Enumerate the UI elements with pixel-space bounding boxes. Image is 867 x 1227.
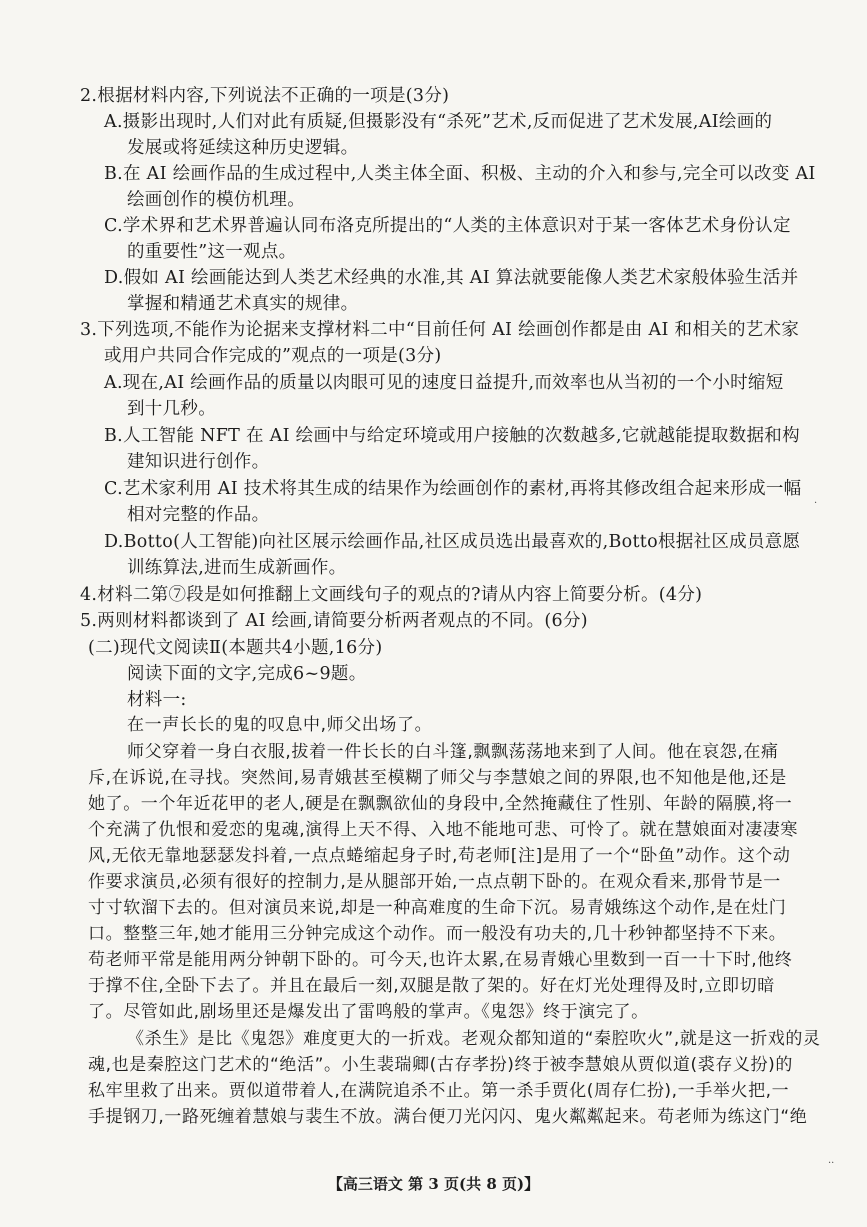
passage-line: 斥,在诉说,在寻找。突然间,易青娥甚至模糊了师父与李慧娘之间的界限,也不知他是他,还是: [88, 768, 787, 788]
passage-line: 风,无依无靠地瑟瑟发抖着,一点点蜷缩起身子时,苟老师[注]是用了一个“卧鱼”动作。这个动: [88, 846, 791, 866]
question-3-option-b: B.人工智能 NFT 在 AI 绘画中与给定环境或用户接触的次数越多,它就越能提取数据和构: [104, 426, 800, 446]
question-3-option-d: D.Botto(人工智能)向社区展示绘画作品,社区成员选出最喜欢的,Botto根据社区成员意愿: [104, 532, 801, 552]
passage-line: 苟老师平常是能用两分钟朝下卧的。可今天,也许太累,在易青娥心里数到一百一十下时,他终: [88, 950, 793, 970]
question-5: 5.两则材料都谈到了 AI 绘画,请简要分析两者观点的不同。(6分): [80, 611, 588, 631]
question-3-stem: 3.下列选项,不能作为论据来支撑材料二中“目前任何 AI 绘画创作都是由 AI 和相关的艺术家: [80, 320, 800, 340]
question-2-option-b-cont: 绘画创作的模仿机理。: [127, 190, 305, 210]
passage-line: 《杀生》是比《鬼怨》难度更大的一折戏。老观众都知道的“秦腔吹火”,就是这一折戏的灵: [127, 1029, 821, 1049]
question-2-option-a: A.摄影出现时,人们对此有质疑,但摄影没有“杀死”艺术,反而促进了艺术发展,AI绘画的: [104, 112, 773, 132]
page-footer: 【高三语文 第 3 页(共 8 页)】: [327, 1175, 540, 1193]
section-instruction: 阅读下面的文字,完成6~9题。: [127, 664, 367, 684]
question-2-option-d: D.假如 AI 绘画能达到人类艺术经典的水准,其 AI 算法就要能像人类艺术家般体验生活并: [104, 268, 799, 288]
passage-line: 魂,也是秦腔这门艺术的“绝活”。小生裴瑞卿(古存孝扮)终于被李慧娘从贾似道(裘存义扮)的: [88, 1055, 793, 1075]
question-2-option-a-cont: 发展或将延续这种历史逻辑。: [127, 138, 359, 158]
question-2-stem: 2.根据材料内容,下列说法不正确的一项是(3分): [80, 86, 450, 106]
passage-line: 私牢里救了出来。贾似道带着人,在满院追杀不止。第一杀手贾化(周存仁扮),一手举火把,一: [88, 1081, 790, 1101]
question-3-option-a-cont: 到十几秒。: [127, 399, 216, 419]
question-2-option-c-cont: 的重要性”这一观点。: [127, 242, 297, 262]
question-3-option-c: C.艺术家利用 AI 技术将其生成的结果作为绘画创作的素材,再将其修改组合起来形成一幅: [104, 479, 802, 499]
passage-line: 在一声长长的鬼的叹息中,师父出场了。: [127, 715, 433, 735]
passage-line: 作要求演员,必须有很好的控制力,是从腿部开始,一点点朝下卧的。在观众看来,那骨节是一: [88, 872, 781, 892]
question-4: 4.材料二第⑦段是如何推翻上文画线句子的观点的?请从内容上简要分析。(4分): [80, 585, 703, 605]
material-label: 材料一:: [127, 690, 187, 710]
scan-speck: ·: [814, 498, 818, 509]
passage-line: 手提钢刀,一路死缠着慧娘与裴生不放。满台便刀光闪闪、鬼火粼粼起来。苟老师为练这门“绝: [88, 1107, 808, 1127]
question-3-option-a: A.现在,AI 绘画作品的质量以肉眼可见的速度日益提升,而效率也从当初的一个小时缩短: [104, 373, 784, 393]
passage-line: 了。尽管如此,剧场里还是爆发出了雷鸣般的掌声。《鬼怨》终于演完了。: [88, 1002, 649, 1022]
question-2-option-c: C.学术界和艺术界普遍认同布洛克所提出的“人类的主体意识对于某一客体艺术身份认定: [104, 216, 791, 236]
question-3-option-d-cont: 训练算法,进而生成新画作。: [127, 558, 347, 578]
question-3-option-c-cont: 相对完整的作品。: [127, 505, 270, 525]
passage-line: 师父穿着一身白衣服,拔着一件长长的白斗篷,飘飘荡荡地来到了人间。他在哀怨,在痛: [127, 742, 779, 762]
question-2-option-b: B.在 AI 绘画作品的生成过程中,人类主体全面、积极、主动的介入和参与,完全可以改变 AI: [104, 164, 816, 184]
question-2-option-d-cont: 掌握和精通艺术真实的规律。: [127, 294, 359, 314]
question-3-option-b-cont: 建知识进行创作。: [127, 452, 270, 472]
question-3-stem-cont: 或用户共同合作完成的”观点的一项是(3分): [104, 346, 442, 366]
passage-line: 个充满了仇恨和爱恋的鬼魂,演得上天不得、入地不能地可悲、可怜了。就在慧娘面对凄凄寒: [88, 820, 799, 840]
scan-speck: ··: [828, 1158, 835, 1169]
passage-line: 于撑不住,全卧下去了。并且在最后一刻,双腿是散了架的。好在灯光处理得及时,立即切暗: [88, 976, 775, 996]
section-heading: (二)现代文阅读Ⅱ(本题共4小题,16分): [88, 638, 383, 658]
passage-line: 口。整整三年,她才能用三分钟完成这个动作。而一般没有功夫的,几十秒钟都坚持不下来。: [88, 924, 787, 944]
passage-line: 寸寸软溜下去的。但对演员来说,却是一种高难度的生命下沉。易青娥练这个动作,是在灶门: [88, 898, 787, 918]
passage-line: 她了。一个年近花甲的老人,硬是在飘飘欲仙的身段中,全然掩藏住了性别、年龄的隔膜,将一: [88, 794, 793, 814]
